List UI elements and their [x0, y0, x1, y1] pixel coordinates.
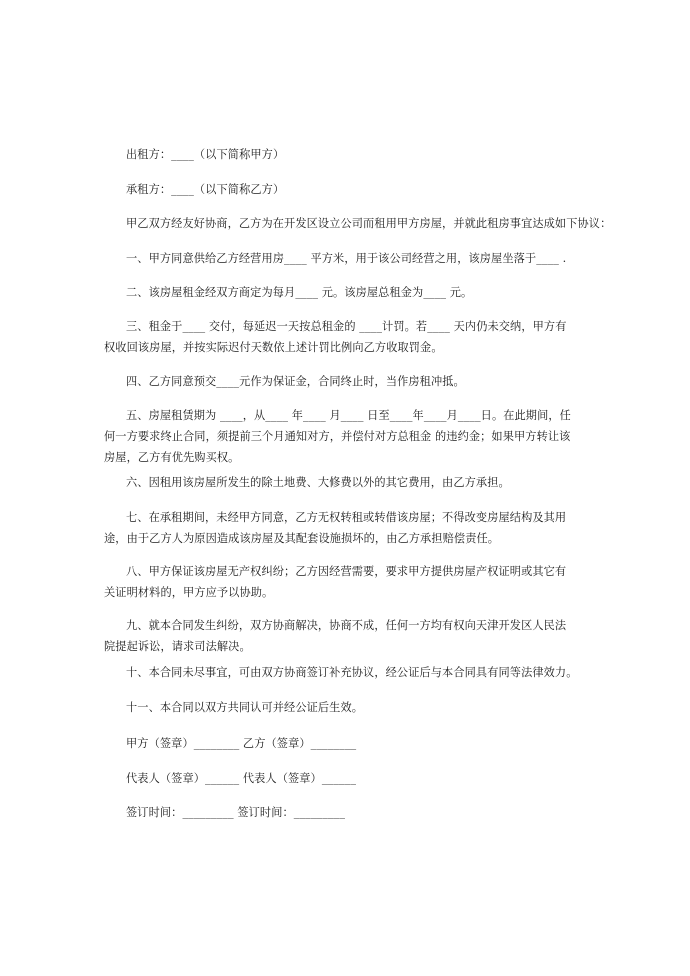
clause-8: 八、甲方保证该房屋无产权纠纷；乙方因经营需要，要求甲方提供房屋产权证明或其它有关证明材料的，甲方应予以协助。: [104, 565, 567, 599]
clause-9: 九、就本合同发生纠纷，双方协商解决，协商不成，任何一方均有权向天津开发区人民法院提起诉讼，请求司法解决。: [104, 619, 567, 653]
clause-6: 六、因租用该房屋所发生的除土地费、大修费以外的其它费用，由乙方承担。: [126, 476, 510, 489]
clause-7: 七、在承租期间，未经甲方同意，乙方无权转租或转借该房屋；不得改变房屋结构及其用途，由于乙方人为原因造成该房屋及其配套设施损坏的，由乙方承担赔偿责任。: [104, 511, 567, 545]
signature-party-line: 甲方（签章）________ 乙方（签章）________: [126, 737, 357, 750]
signing-date-line: 签订时间：_________ 签订时间：_________: [126, 806, 346, 819]
clause-5: 五、房屋租赁期为 ____，从____ 年____ 月____ 日至____年____月____日。在此期间，任何一方要求终止合同，须提前三个月通知对方，并偿付对方总租金 的违约金；如果甲方转让该房屋，乙方有优先购买权。: [104, 409, 571, 464]
lessor-line: 出租方：____（以下简称甲方）: [126, 148, 285, 161]
clause-2: 二、该房屋租金经双方商定为每月____ 元。该房屋总租金为____ 元。: [126, 286, 473, 299]
clause-3: 三、租金于____ 交付，每延迟一天按总租金的 ____计罚。若____ 天内仍未交纳，甲方有权收回该房屋，并按实际迟付天数依上述计罚比例向乙方收取罚金。: [104, 320, 567, 354]
lessee-line: 承租方：____（以下简称乙方）: [126, 183, 285, 196]
clause-10: 十、本合同未尽事宜，可由双方协商签订补充协议，经公证后与本合同具有同等法律效力。: [126, 666, 578, 679]
clause-11: 十一、本合同以双方共同认可并经公证后生效。: [126, 701, 364, 714]
clause-1: 一、甲方同意供给乙方经营用房____ 平方米，用于该公司经营之用，该房屋坐落于____ .: [126, 252, 567, 265]
clause-4: 四、乙方同意预交____元作为保证金，合同终止时，当作房租冲抵。: [126, 375, 465, 388]
signature-representative-line: 代表人（签章）______ 代表人（签章）______: [126, 772, 357, 785]
intro-paragraph: 甲乙双方经友好协商，乙方为在开发区设立公司而租用甲方房屋，并就此租房事宜达成如下协议：: [126, 217, 612, 230]
